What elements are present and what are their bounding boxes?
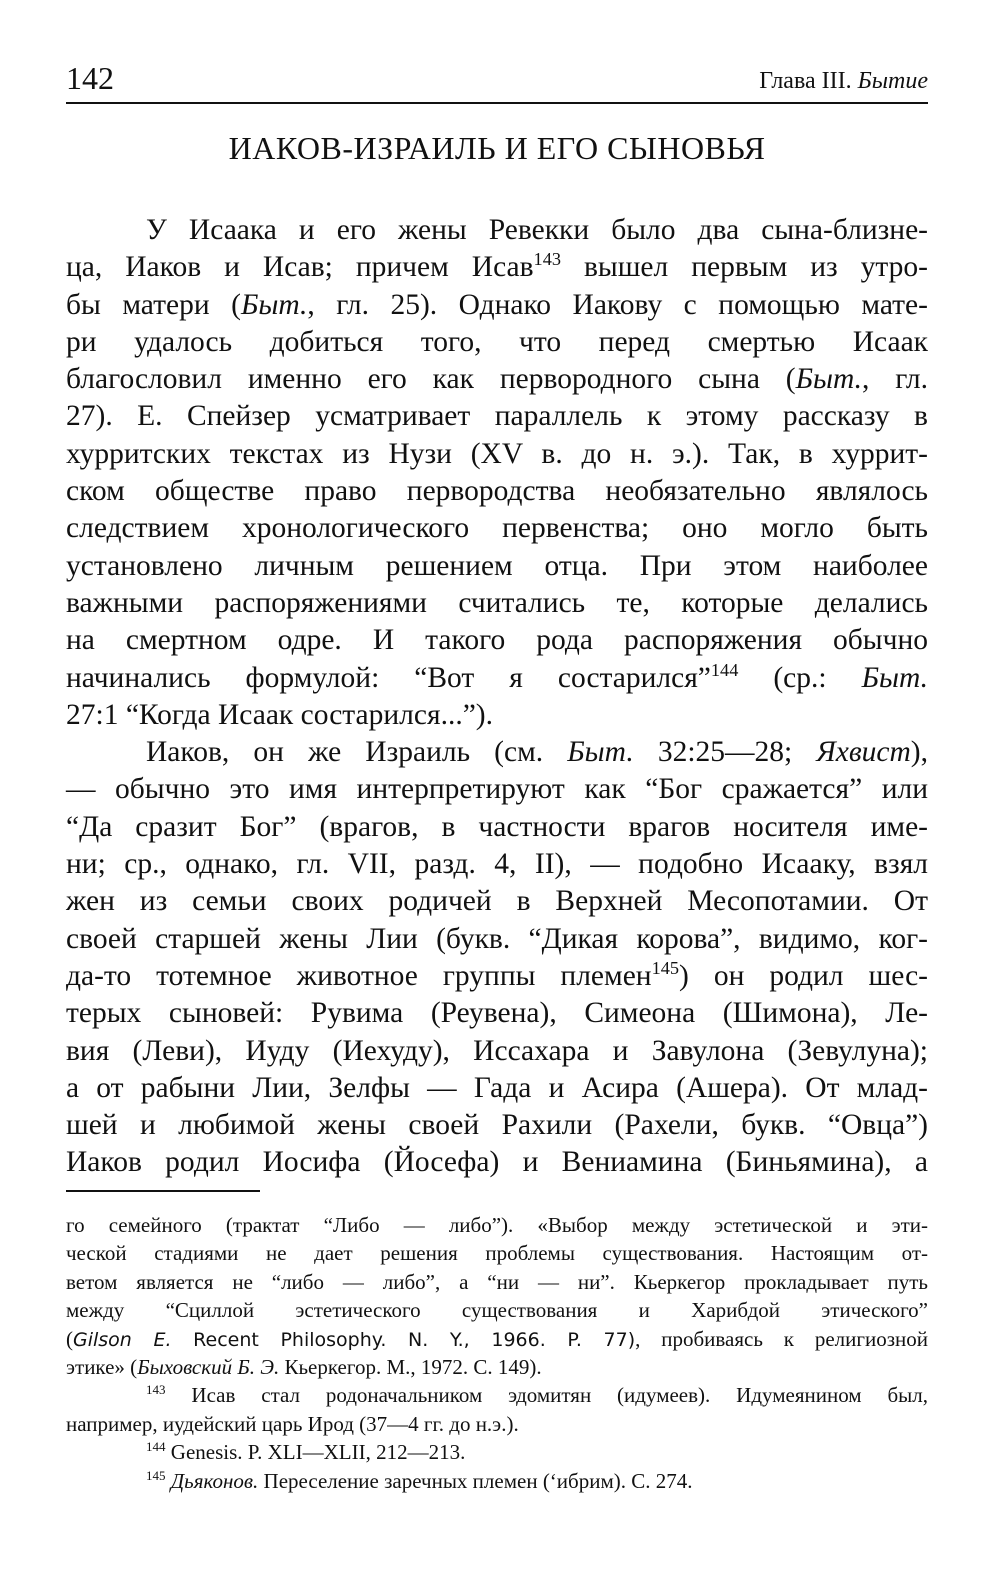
- text-line: благословил именно его как первородного сына (Быт., гл.: [66, 363, 928, 396]
- text-line: важными распоряжениями считались те, которые делались: [66, 586, 928, 619]
- footnote-line: ческой стадиями не дает решения проблемы существования. Настоящим от-: [66, 1241, 928, 1266]
- text-line: своей старшей жены Лии (букв. “Дикая корова”, видимо, ког-: [66, 922, 928, 955]
- text-line: 27:1 “Когда Исаак состарился...”).: [66, 698, 493, 731]
- footnote-144: $^{144}$ Genesis. P. XLI—XLII, 212—213.: [146, 1439, 466, 1465]
- text-line: Иаков, он же Израиль (см. Быт. 32:25—28; Яхвист),: [146, 736, 928, 769]
- text-line: на смертном одре. И такого рода распоряжения обычно: [66, 624, 928, 657]
- footnote-number: 145: [146, 1467, 166, 1483]
- text-line: Иаков родил Иосифа (Йосефа) и Вениамина (Биньямина), а: [66, 1146, 928, 1179]
- footnote-145: $^{145}$ Дьяконов. Переселение заречных племен (‘ибрим). С. 274.: [146, 1467, 693, 1493]
- text-line: — обычно это имя интерпретируют как “Бог сражается” или: [66, 773, 928, 806]
- running-header: [66, 58, 928, 104]
- footnote-line: между “Сциллой эстетического существования и Харибдой этического”: [66, 1298, 928, 1323]
- footnote-ref: 145: [651, 958, 679, 979]
- text-line: ри удалось добиться того, что перед смертью Исаак: [66, 325, 928, 358]
- text-line: 27). Е. Спейзер усматривает параллель к этому рассказу в: [66, 400, 928, 433]
- text-line: хурритских текстах из Нузи (XV в. до н. э.). Так, в хуррит-: [66, 437, 928, 470]
- footnote-number: 143: [146, 1382, 166, 1398]
- text-line: вия (Леви), Иуду (Иехуду), Иссахара и Завулона (Зевулуна);: [66, 1034, 928, 1067]
- text-line: ском обществе право первородства необязательно являлось: [66, 475, 928, 508]
- footnote-143: $^{143}$ Исав стал родоначальником эдомитян (идумеев). Идумеянином был,: [146, 1382, 928, 1408]
- text-line: шей и любимой жены своей Рахили (Рахели, букв. “Овца”): [66, 1109, 928, 1142]
- text-line: следствием хронологического первенства; оно могло быть: [66, 512, 928, 545]
- footnote-line: этике» (Быховский Б. Э. Кьеркегор. М., 1972. С. 149).: [66, 1354, 542, 1379]
- footnote-ref: 144: [710, 659, 739, 680]
- footnote-line: (Gilson E. Recent Philosophy. N. Y., 1966. P. 77), пробиваясь к религиозной: [66, 1326, 928, 1351]
- text-line: “Да сразит Бог” (врагов, в частности врагов носителя име-: [66, 810, 928, 843]
- footnotes: [66, 1211, 928, 1495]
- text-line: жен из семьи своих родичей в Верхней Месопотамии. От: [66, 885, 928, 918]
- footnote-number: 144: [146, 1439, 166, 1455]
- text-line: У Исаака и его жены Ревекки было два сына-близне-: [146, 214, 928, 246]
- footnote-separator: [66, 1190, 260, 1192]
- text-line: да-то тотемное животное группы племен$^{145}$) он родил шес-: [66, 958, 928, 992]
- section-label: Бытие: [857, 68, 928, 94]
- text-line: начинались формулой: “Вот я состарился”$^{144}$ (ср.: Быт.: [66, 659, 928, 694]
- chapter-label: Глава III.: [759, 68, 852, 94]
- footnote-ref: 143: [533, 249, 561, 270]
- running-head: [759, 68, 928, 95]
- footnote-line: го семейного (трактат “Либо — либо”). «Выбор между эстетической и эти-: [66, 1213, 928, 1237]
- text-line: ни; ср., однако, гл. VII, разд. 4, II), — подобно Исааку, взял: [66, 848, 928, 881]
- text-line: а от рабыни Лии, Зелфы — Гада и Асира (Ашера). От млад-: [66, 1071, 928, 1104]
- text-line: ца, Иаков и Исав; причем Исав$^{143}$ вышел первым из утро-: [66, 249, 928, 284]
- text-line: установлено личным решением отца. При этом наиболее: [66, 549, 928, 582]
- text-line: терых сыновей: Рувима (Реувена), Симеона (Шимона), Ле-: [66, 997, 928, 1030]
- footnote-line: ветом является не “либо — либо”, а “ни — ни”. Кьеркегор прокладывает путь: [66, 1269, 928, 1294]
- section-title: ИАКОВ-ИЗРАИЛЬ И ЕГО СЫНОВЬЯ: [228, 130, 766, 166]
- footnote-line: например, иудейский царь Ирод (37—4 гг. до н.э.).: [66, 1411, 519, 1436]
- text-line: бы матери (Быт., гл. 25). Однако Иакову с помощью мате-: [66, 288, 928, 321]
- main-text: [66, 212, 928, 1182]
- page-number: 142: [66, 60, 114, 96]
